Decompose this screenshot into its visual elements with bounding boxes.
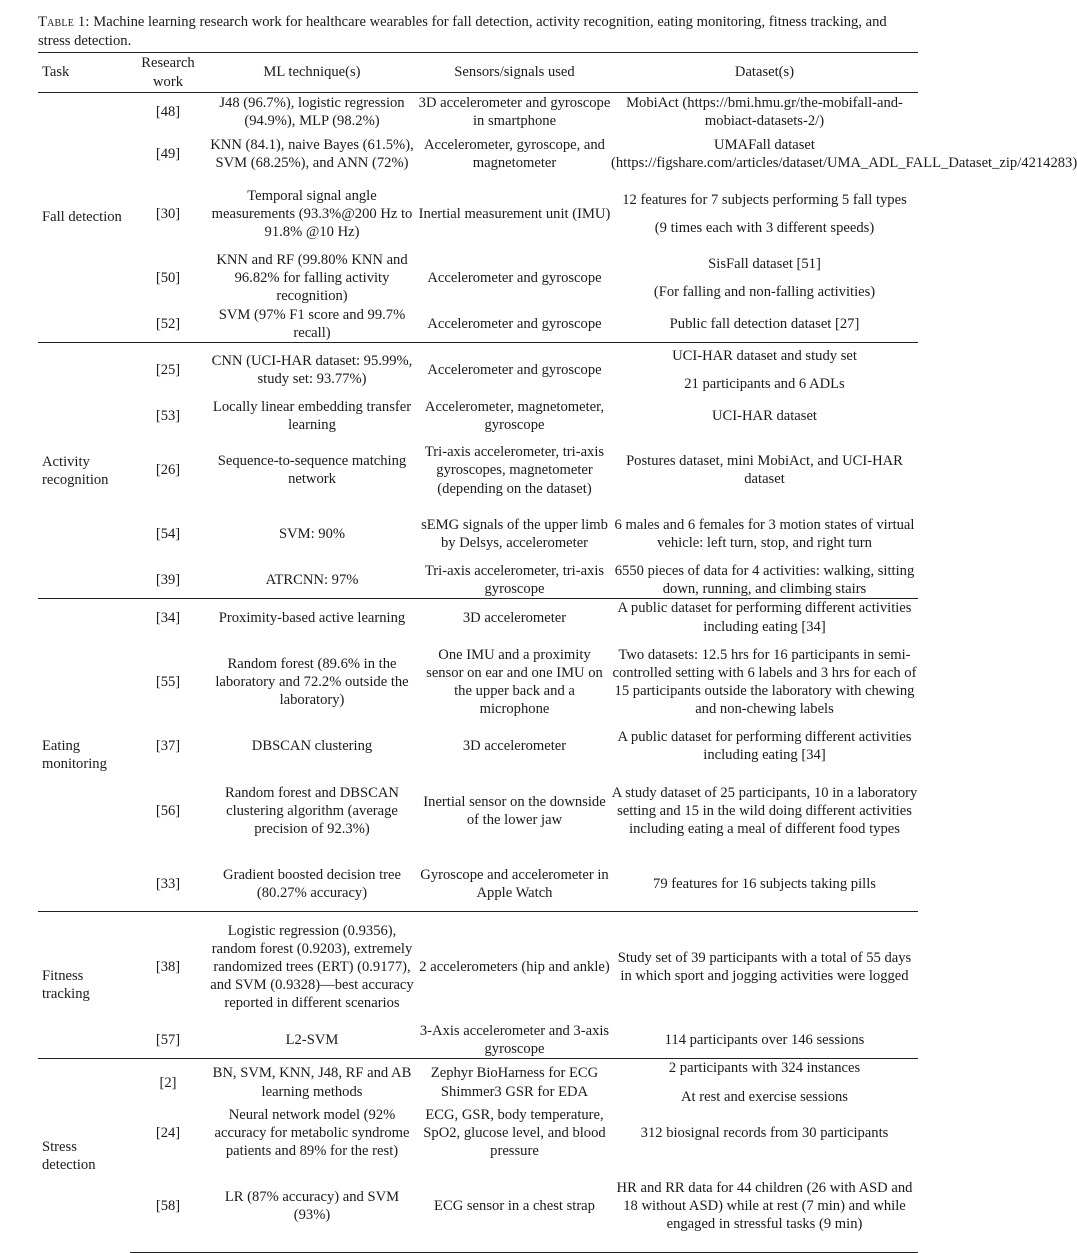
table-row xyxy=(38,1106,918,1161)
research-work-cell: [37] xyxy=(155,738,181,755)
research-work-cell: [54] xyxy=(155,526,181,543)
table-row xyxy=(38,434,918,507)
header-row xyxy=(38,53,918,93)
research-work-cell: [56] xyxy=(155,802,181,819)
dataset-cell xyxy=(611,636,918,728)
dataset-cell xyxy=(611,131,1077,178)
header-task: Task xyxy=(38,53,130,93)
sensors-cell: ECG sensor in a chest strap xyxy=(418,1160,611,1252)
ml-technique-cell: Gradient boosted decision tree (80.27% accuracy) xyxy=(223,866,401,902)
dataset-line: Postures dataset, mini MobiAct, and UCI-HAR dataset xyxy=(626,453,903,488)
caption-label: Table 1: xyxy=(38,14,90,30)
ml-technique-cell: J48 (96.7%), logistic regression (94.9%), MLP (98.2%) xyxy=(206,93,418,131)
ml-technique-cell: L2-SVM xyxy=(285,1032,339,1049)
research-work-cell: [38] xyxy=(130,912,206,1022)
dataset-line: Two datasets: 12.5 hrs for 16 participants in semi-controlled setting with 6 labels and 3 hrs for each of 15 participants outside the laboratory with chewing and non-chewing labels xyxy=(612,646,917,718)
research-work-cell: [55] xyxy=(155,673,181,690)
research-work-cell: [26] xyxy=(155,462,181,479)
ml-technique-cell: CNN (UCI-HAR dataset: 95.99%, study set: 93.77%) xyxy=(206,343,418,398)
table-caption xyxy=(38,13,918,51)
task-cell: Fall detection xyxy=(38,93,130,343)
ml-technique-cell: Random forest and DBSCAN clustering algorithm (average precision of 92.3%) xyxy=(225,784,399,837)
research-work-cell: [57] xyxy=(155,1032,181,1049)
dataset-cell xyxy=(611,343,918,398)
dataset-line: 2 participants with 324 instances xyxy=(668,1060,861,1077)
table-row xyxy=(38,178,918,251)
ml-technique-cell: LR (87% accuracy) and SVM (93%) xyxy=(206,1160,418,1252)
dataset-cell xyxy=(611,1059,918,1106)
sensors-cell: 3D accelerometer xyxy=(418,599,611,636)
research-work-cell: [25] xyxy=(130,343,206,398)
ml-technique-cell: ATRCNN: 97% xyxy=(265,572,359,589)
caption-text: Machine learning research work for healthcare wearables for fall detection, activity recognition, eating monitoring, fitness tracking, and stress detection. xyxy=(38,14,887,49)
table-row xyxy=(38,599,918,636)
dataset-line: 114 participants over 146 sessions xyxy=(664,1032,865,1049)
sensors-cell: Tri-axis accelerometer, tri-axis gyroscopes, magnetometer (depending on the dataset) xyxy=(424,444,605,497)
sensors-cell: One IMU and a proximity sensor on ear and one IMU on the upper back and a microphone xyxy=(426,646,603,718)
dataset-line: A public dataset for performing different activities including eating [34] xyxy=(617,600,912,635)
dataset-line: 12 features for 7 subjects performing 5 fall types xyxy=(622,191,907,208)
dataset-cell xyxy=(611,178,918,251)
sensors-cell: Tri-axis accelerometer, tri-axis gyroscope xyxy=(424,562,605,598)
dataset-line: 312 biosignal records from 30 participants xyxy=(640,1125,889,1142)
dataset-cell xyxy=(611,434,918,507)
table-row xyxy=(38,507,918,562)
dataset-line: A study dataset of 25 participants, 10 in a laboratory setting and 15 in the wild doing different activities including eating a meal of different food types xyxy=(611,784,918,837)
dataset-cell xyxy=(611,398,918,434)
ml-technique-cell: Sequence-to-sequence matching network xyxy=(217,453,407,488)
dataset-line: UMAFall dataset (https://figshare.com/articles/dataset/UMA_ADL_FALL_Dataset_zip/4214283) xyxy=(611,136,1077,171)
research-work-cell: [24] xyxy=(155,1125,181,1142)
research-work-cell: [48] xyxy=(130,93,206,131)
dataset-line: (9 times each with 3 different speeds) xyxy=(654,220,875,236)
dataset-line: UCI-HAR dataset xyxy=(712,407,817,424)
task-cell: Eating monitoring xyxy=(38,599,130,912)
research-work-cell: [33] xyxy=(155,876,181,893)
dataset-line: (For falling and non-falling activities) xyxy=(653,284,876,300)
sensors-cell: Inertial sensor on the downside of the lower jaw xyxy=(423,793,606,828)
sensors-cell: Inertial measurement unit (IMU) xyxy=(418,205,611,222)
ml-technique-cell: BN, SVM, KNN, J48, RF and AB learning methods xyxy=(206,1059,418,1106)
ml-technique-cell: Logistic regression (0.9356), random forest (0.9203), extremely randomized trees (ERT) (0.9177), and SVM (0.9328)—best accuracy reported in different scenarios xyxy=(206,912,418,1022)
dataset-line: HR and RR data for 44 children (26 with ASD and 18 without ASD) while at rest (7 min) and while engaged in stressful tasks (9 min) xyxy=(616,1179,913,1233)
sensors-cell: Accelerometer, magnetometer, gyroscope xyxy=(424,398,605,433)
table-row xyxy=(38,398,918,434)
dataset-line: 79 features for 16 subjects taking pills xyxy=(653,876,876,893)
table-row xyxy=(38,93,918,131)
dataset-cell xyxy=(611,507,918,562)
task-cell: Fitness tracking xyxy=(38,912,130,1059)
dataset-line: A public dataset for performing different activities including eating [34] xyxy=(617,729,912,764)
table-row xyxy=(38,1059,918,1106)
table-row xyxy=(38,131,918,178)
dataset-cell xyxy=(611,93,918,131)
dataset-cell xyxy=(611,1022,918,1059)
header-research-work: Research work xyxy=(130,53,206,93)
dataset-line: UCI-HAR dataset and study set xyxy=(672,348,857,365)
table-row xyxy=(38,251,918,306)
table-row xyxy=(38,343,918,398)
dataset-cell xyxy=(611,1160,918,1252)
dataset-line: At rest and exercise sessions xyxy=(681,1088,848,1105)
sensors-cell: Zephyr BioHarness for ECG Shimmer3 GSR for EDA xyxy=(418,1059,611,1106)
sensors-cell: 3D accelerometer and gyroscope in smartphone xyxy=(418,93,611,131)
dataset-line: 6550 pieces of data for 4 activities: walking, sitting down, running, and climbing stairs xyxy=(614,562,915,598)
table-row xyxy=(38,728,918,765)
research-work-cell: [52] xyxy=(155,315,181,332)
table-body xyxy=(38,93,1077,1253)
sensors-cell: 3D accelerometer xyxy=(462,738,567,755)
table-row xyxy=(38,636,918,728)
table-row xyxy=(38,562,918,599)
research-work-cell: [2] xyxy=(130,1059,206,1106)
dataset-line: 6 males and 6 females for 3 motion states of virtual vehicle: left turn, stop, and right turn xyxy=(614,517,915,552)
dataset-cell xyxy=(611,1106,918,1161)
sensors-cell: Accelerometer and gyroscope xyxy=(427,315,602,332)
research-work-cell: [50] xyxy=(155,269,181,286)
sensors-cell: ECG, GSR, body temperature, SpO2, glucose level, and blood pressure xyxy=(423,1106,606,1160)
results-table xyxy=(38,52,1077,1253)
ml-technique-cell: Random forest (89.6% in the laboratory and 72.2% outside the laboratory) xyxy=(215,655,409,708)
dataset-line: 21 participants and 6 ADLs xyxy=(684,376,845,393)
sensors-cell: sEMG signals of the upper limb by Delsys, accelerometer xyxy=(421,517,608,552)
dataset-cell xyxy=(611,728,918,765)
header-sensors: Sensors/signals used xyxy=(418,53,611,93)
dataset-cell xyxy=(611,562,918,599)
research-work-cell: [53] xyxy=(155,407,181,424)
table-row xyxy=(38,857,918,912)
research-work-cell: [34] xyxy=(130,599,206,636)
task-cell: Activity recognition xyxy=(38,343,130,599)
sensors-cell: Accelerometer and gyroscope xyxy=(418,343,611,398)
header-ml-technique: ML technique(s) xyxy=(206,53,418,93)
ml-technique-cell: SVM (97% F1 score and 99.7% recall) xyxy=(218,306,406,341)
dataset-cell xyxy=(611,251,918,306)
dataset-cell xyxy=(611,912,918,1022)
header-datasets: Dataset(s) xyxy=(611,53,918,93)
table-row xyxy=(38,912,918,1022)
sensors-cell: Gyroscope and accelerometer in Apple Watch xyxy=(420,866,609,902)
ml-technique-cell: Temporal signal angle measurements (93.3%@200 Hz to 91.8% @10 Hz) xyxy=(211,187,413,241)
dataset-line: MobiAct (https://bmi.hmu.gr/the-mobifall-and-mobiact-datasets-2/) xyxy=(626,94,903,129)
table-row xyxy=(38,306,918,343)
ml-technique-cell: KNN (84.1), naive Bayes (61.5%), SVM (68.25%), and ANN (72%) xyxy=(210,136,414,171)
dataset-cell xyxy=(611,306,918,343)
research-work-cell: [49] xyxy=(155,145,181,162)
dataset-cell xyxy=(611,765,918,857)
dataset-cell xyxy=(611,599,918,636)
dataset-line: SisFall dataset [51] xyxy=(708,255,821,272)
ml-technique-cell: DBSCAN clustering xyxy=(251,738,373,755)
dataset-line: Study set of 39 participants with a total of 55 days in which sport and jogging activities were logged xyxy=(617,949,912,985)
task-cell: Stress detection xyxy=(38,1059,130,1253)
ml-technique-cell: SVM: 90% xyxy=(278,526,346,543)
sensors-cell: 3-Axis accelerometer and 3-axis gyroscope xyxy=(419,1022,610,1058)
research-work-cell: [30] xyxy=(155,205,181,222)
sensors-cell: Accelerometer, gyroscope, and magnetometer xyxy=(424,136,605,171)
ml-technique-cell: Locally linear embedding transfer learning xyxy=(212,398,412,433)
ml-technique-cell: Proximity-based active learning xyxy=(206,599,418,636)
ml-technique-cell: Neural network model (92% accuracy for metabolic syndrome patients and 89% for the rest) xyxy=(214,1106,410,1160)
dataset-cell xyxy=(611,857,918,912)
sensors-cell: 2 accelerometers (hip and ankle) xyxy=(418,912,611,1022)
ml-technique-cell: KNN and RF (99.80% KNN and 96.82% for falling activity recognition) xyxy=(216,251,408,305)
research-work-cell: [58] xyxy=(130,1160,206,1252)
table-row xyxy=(38,1160,918,1252)
research-work-cell: [39] xyxy=(155,572,181,589)
dataset-line: Public fall detection dataset [27] xyxy=(669,315,860,332)
table-row xyxy=(38,1022,918,1059)
table-row xyxy=(38,765,918,857)
sensors-cell: Accelerometer and gyroscope xyxy=(427,269,602,286)
